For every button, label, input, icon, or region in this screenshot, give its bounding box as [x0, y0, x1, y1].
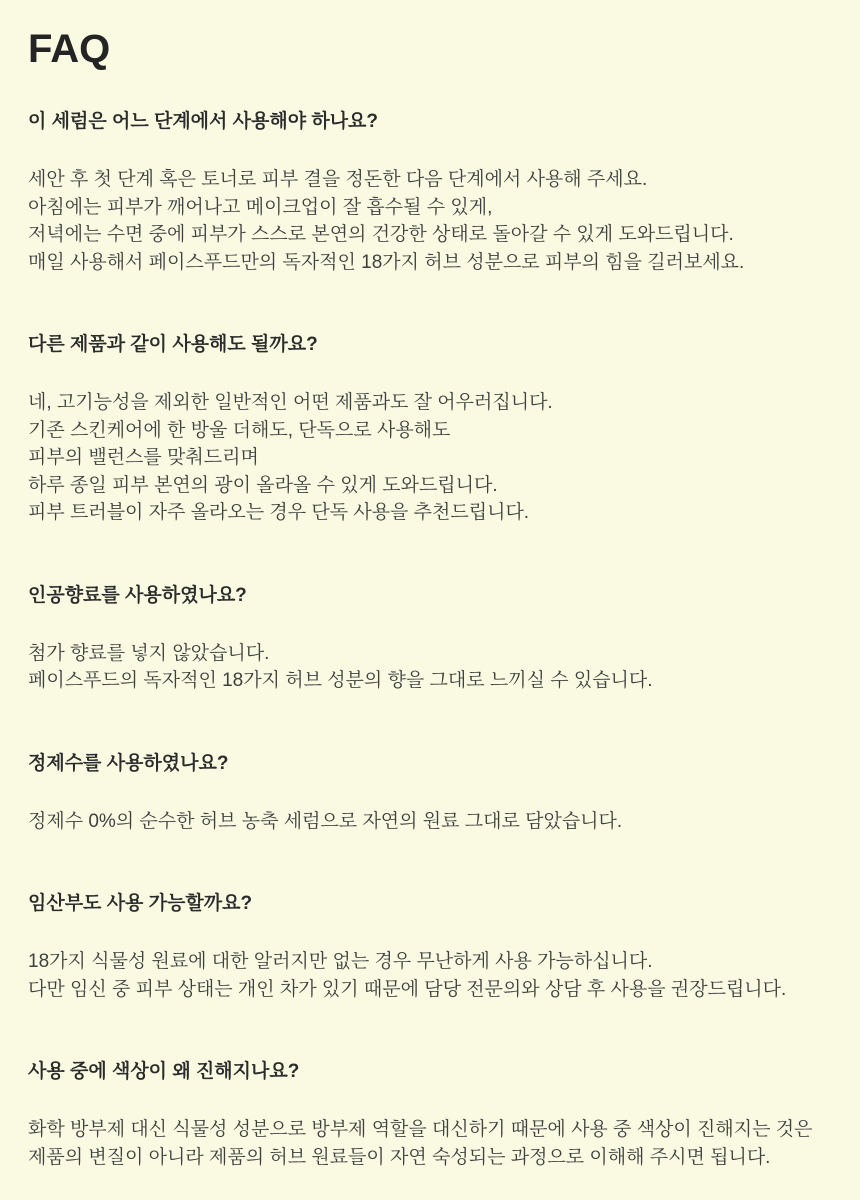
- faq-answer-line: 네, 고기능성을 제외한 일반적인 어떤 제품과도 잘 어우러집니다.: [28, 392, 553, 413]
- faq-answer: [28, 640, 830, 695]
- faq-answer-line: 피부의 밸런스를 맞춰드리며: [28, 447, 259, 468]
- faq-answer-line: 정제수 0%의 순수한 허브 농축 세럼으로 자연의 원료 그대로 담았습니다.: [28, 810, 623, 832]
- faq-answer-line: 하루 종일 피부 본연의 광이 올라올 수 있게 도와드립니다.: [28, 474, 498, 496]
- faq-answer-line: 첨가 향료를 넣지 않았습니다.: [28, 642, 270, 664]
- faq-answer-line: 제품의 변질이 아니라 제품의 허브 원료들이 자연 숙성되는 과정으로 이해해 주시면 됩니다.: [28, 1146, 771, 1168]
- faq-answer: [28, 1116, 830, 1171]
- faq-answer-line: 18가지 식물성 원료에 대한 알러지만 없는 경우 무난하게 사용 가능하십니다.: [28, 951, 653, 972]
- faq-question: 다른 제품과 같이 사용해도 될까요?: [28, 334, 318, 355]
- faq-section: [28, 331, 830, 527]
- faq-question: 이 세럼은 어느 단계에서 사용해야 하나요?: [28, 111, 379, 132]
- faq-answer-line: 다만 임신 중 피부 상태는 개인 차가 있기 때문에 담당 전문의와 상담 후 사용을 권장드립니다.: [28, 978, 787, 1000]
- faq-answer-line: 피부 트러블이 자주 올라오는 경우 단독 사용을 추천드립니다.: [28, 502, 530, 523]
- faq-answer-line: 매일 사용해서 페이스푸드만의 독자적인 18가지 허브 성분으로 피부의 힘을 길러보세요.: [28, 251, 745, 273]
- faq-answer: [28, 808, 830, 836]
- faq-question: 사용 중에 색상이 왜 진해지나요?: [28, 1061, 300, 1082]
- faq-section: [28, 1058, 830, 1171]
- page-title: FAQ: [28, 27, 111, 71]
- faq-answer: [28, 948, 830, 1003]
- faq-question: 정제수를 사용하였나요?: [28, 752, 229, 774]
- faq-section: [28, 582, 830, 695]
- faq-answer-line: 화학 방부제 대신 식물성 성분으로 방부제 역할을 대신하기 때문에 사용 중 색상이 진해지는 것은: [28, 1119, 813, 1140]
- faq-answer: [28, 389, 830, 527]
- faq-question: 인공향료를 사용하였나요?: [28, 584, 247, 606]
- faq-answer-line: 아침에는 피부가 깨어나고 메이크업이 잘 흡수될 수 있게,: [28, 196, 493, 218]
- faq-question: 임산부도 사용 가능할까요?: [28, 893, 253, 914]
- faq-answer-line: 페이스푸드의 독자적인 18가지 허브 성분의 향을 그대로 느끼실 수 있습니다.: [28, 670, 653, 691]
- faq-answer-line: 저녁에는 수면 중에 피부가 스스로 본연의 건강한 상태로 돌아갈 수 있게 도와드립니다.: [28, 224, 734, 245]
- faq-answer: [28, 166, 830, 276]
- faq-section: [28, 108, 830, 276]
- faq-answer-line: 기존 스킨케어에 한 방울 더해도, 단독으로 사용해도: [28, 419, 451, 441]
- faq-section: [28, 750, 830, 836]
- faq-answer-line: 세안 후 첫 단계 혹은 토너로 피부 결을 정돈한 다음 단계에서 사용해 주세요.: [28, 169, 648, 190]
- faq-section: [28, 890, 830, 1003]
